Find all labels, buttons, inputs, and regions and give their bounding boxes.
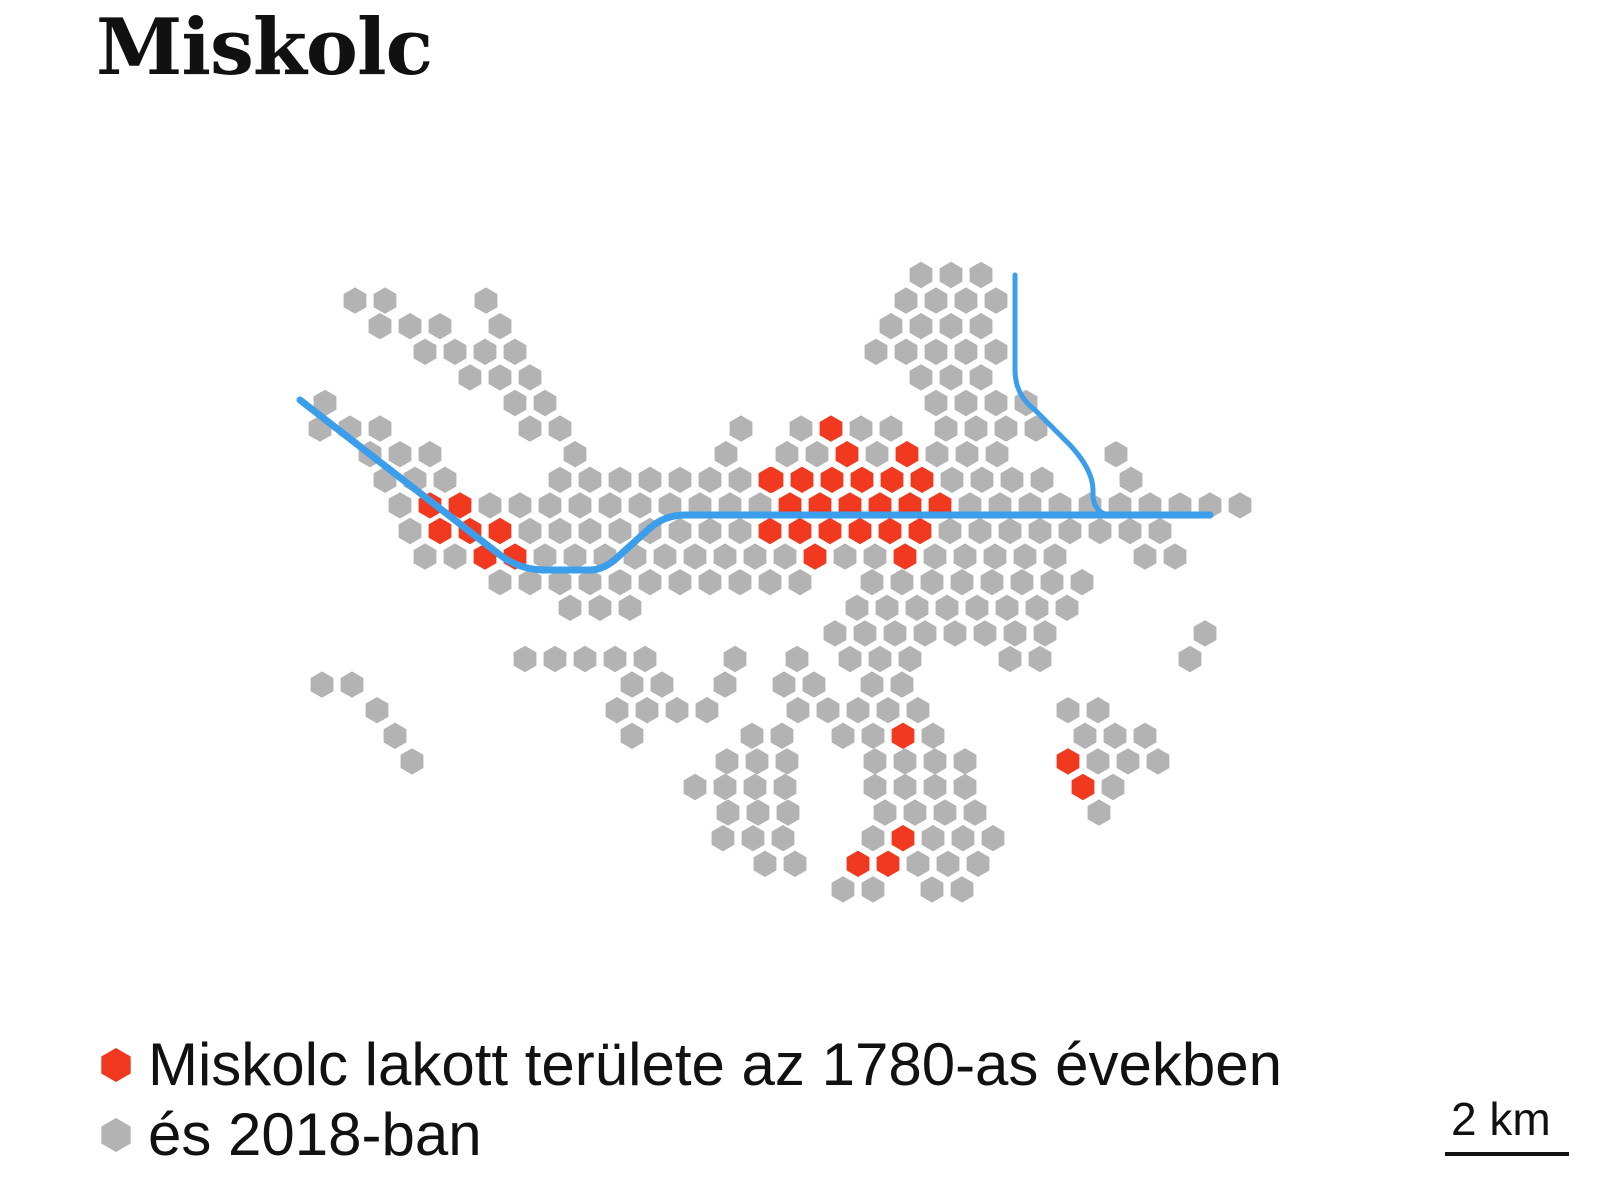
built-area-hexagon bbox=[1104, 723, 1127, 749]
built-area-hexagon bbox=[880, 313, 903, 339]
built-area-hexagon bbox=[389, 441, 412, 467]
built-area-hexagon bbox=[839, 646, 862, 672]
built-area-hexagon bbox=[967, 851, 990, 877]
built-area-hexagon bbox=[910, 364, 933, 390]
built-area-hexagon bbox=[1087, 697, 1110, 723]
built-area-hexagon bbox=[489, 569, 512, 595]
built-area-hexagon bbox=[714, 774, 737, 800]
built-area-hexagon bbox=[864, 543, 887, 569]
built-area-hexagon bbox=[1149, 518, 1172, 544]
built-area-hexagon bbox=[369, 313, 392, 339]
built-area-hexagon bbox=[964, 799, 987, 825]
built-area-hexagon bbox=[666, 697, 689, 723]
built-area-hexagon bbox=[941, 467, 964, 493]
built-area-hexagon bbox=[955, 339, 978, 365]
built-area-hexagon bbox=[569, 492, 592, 518]
built-area-hexagon bbox=[1011, 569, 1034, 595]
built-area-hexagon bbox=[971, 467, 994, 493]
built-area-hexagon bbox=[970, 262, 993, 288]
built-area-hexagon bbox=[534, 543, 557, 569]
built-area-hexagon bbox=[489, 313, 512, 339]
scale-line bbox=[1445, 1152, 1569, 1156]
built-area-hexagon bbox=[599, 492, 622, 518]
built-area-hexagon bbox=[1014, 543, 1037, 569]
built-area-hexagon bbox=[747, 799, 770, 825]
built-area-hexagon bbox=[1088, 799, 1111, 825]
built-area-hexagon bbox=[944, 620, 967, 646]
built-area-hexagon bbox=[877, 697, 900, 723]
built-area-hexagon bbox=[790, 415, 813, 441]
historic-area-hexagon bbox=[791, 467, 814, 493]
built-area-hexagon bbox=[621, 671, 644, 697]
built-area-hexagon bbox=[955, 390, 978, 416]
built-area-hexagon bbox=[850, 415, 873, 441]
built-area-hexagon bbox=[986, 441, 1009, 467]
historic-area-hexagon bbox=[896, 441, 919, 467]
built-area-hexagon bbox=[954, 774, 977, 800]
built-area-hexagon bbox=[894, 774, 917, 800]
built-area-hexagon bbox=[444, 339, 467, 365]
built-area-hexagon bbox=[754, 851, 777, 877]
built-area-hexagon bbox=[434, 467, 457, 493]
built-area-hexagon bbox=[1105, 441, 1128, 467]
historic-area-hexagon bbox=[789, 518, 812, 544]
built-area-hexagon bbox=[921, 569, 944, 595]
built-area-hexagon bbox=[384, 723, 407, 749]
built-area-hexagon bbox=[609, 569, 632, 595]
built-area-hexagon bbox=[621, 723, 644, 749]
built-area-hexagon bbox=[907, 851, 930, 877]
historic-area-hexagon bbox=[819, 518, 842, 544]
built-area-hexagon bbox=[772, 825, 795, 851]
built-area-hexagon bbox=[924, 774, 947, 800]
built-area-hexagon bbox=[776, 441, 799, 467]
legend-label-modern: és 2018-ban bbox=[148, 1101, 482, 1168]
built-area-hexagon bbox=[954, 748, 977, 774]
built-area-hexagon bbox=[969, 518, 992, 544]
built-area-hexagon bbox=[907, 697, 930, 723]
built-area-hexagon bbox=[952, 825, 975, 851]
built-area-hexagon bbox=[414, 543, 437, 569]
built-area-hexagon bbox=[936, 595, 959, 621]
built-area-hexagon bbox=[366, 697, 389, 723]
built-area-hexagon bbox=[1229, 492, 1252, 518]
built-area-hexagon bbox=[696, 697, 719, 723]
historic-area-hexagon bbox=[879, 518, 902, 544]
built-area-hexagon bbox=[862, 876, 885, 902]
built-area-hexagon bbox=[876, 595, 899, 621]
built-area-hexagon bbox=[414, 339, 437, 365]
built-area-hexagon bbox=[1001, 467, 1024, 493]
built-area-hexagon bbox=[866, 441, 889, 467]
built-area-hexagon bbox=[1089, 518, 1112, 544]
built-area-hexagon bbox=[729, 518, 752, 544]
built-area-hexagon bbox=[999, 646, 1022, 672]
built-area-hexagon bbox=[864, 748, 887, 774]
built-area-hexagon bbox=[777, 799, 800, 825]
built-area-hexagon bbox=[924, 748, 947, 774]
historic-area-hexagon bbox=[911, 467, 934, 493]
built-area-hexagon bbox=[784, 851, 807, 877]
built-area-hexagon bbox=[910, 262, 933, 288]
built-area-hexagon bbox=[374, 287, 397, 313]
built-area-hexagon bbox=[504, 390, 527, 416]
built-area-hexagon bbox=[544, 646, 567, 672]
built-area-hexagon bbox=[869, 646, 892, 672]
built-area-hexagon bbox=[474, 339, 497, 365]
historic-area-hexagon bbox=[804, 543, 827, 569]
built-area-hexagon bbox=[634, 646, 657, 672]
historic-area-hexagon bbox=[877, 851, 900, 877]
historic-area-hexagon bbox=[1072, 774, 1095, 800]
built-area-hexagon bbox=[519, 415, 542, 441]
built-area-hexagon bbox=[629, 492, 652, 518]
built-area-hexagon bbox=[861, 569, 884, 595]
historic-area-hexagon bbox=[851, 467, 874, 493]
built-area-hexagon bbox=[956, 441, 979, 467]
historic-area-hexagon bbox=[894, 543, 917, 569]
built-area-hexagon bbox=[564, 543, 587, 569]
built-area-hexagon bbox=[1041, 569, 1064, 595]
built-area-hexagon bbox=[846, 595, 869, 621]
built-area-hexagon bbox=[730, 415, 753, 441]
built-area-hexagon bbox=[951, 876, 974, 902]
built-area-hexagon bbox=[776, 748, 799, 774]
built-area-hexagon bbox=[880, 415, 903, 441]
built-area-hexagon bbox=[970, 364, 993, 390]
built-area-hexagon bbox=[895, 287, 918, 313]
built-area-hexagon bbox=[834, 543, 857, 569]
built-area-hexagon bbox=[906, 595, 929, 621]
built-area-hexagon bbox=[937, 851, 960, 877]
built-area-hexagon bbox=[894, 748, 917, 774]
legend-label-historic: Miskolc lakott területe az 1780-as években bbox=[148, 1031, 1282, 1098]
built-area-hexagon bbox=[940, 364, 963, 390]
built-area-hexagon bbox=[996, 595, 1019, 621]
built-area-hexagon bbox=[806, 441, 829, 467]
built-area-hexagon bbox=[1179, 646, 1202, 672]
built-area-hexagon bbox=[1004, 620, 1027, 646]
built-area-hexagon bbox=[744, 774, 767, 800]
built-area-hexagon bbox=[974, 620, 997, 646]
built-area-hexagon bbox=[921, 876, 944, 902]
built-area-hexagon bbox=[999, 518, 1022, 544]
built-area-hexagon bbox=[729, 569, 752, 595]
built-area-hexagon bbox=[724, 646, 747, 672]
built-area-hexagon bbox=[965, 415, 988, 441]
built-area-hexagon bbox=[699, 518, 722, 544]
built-area-hexagon bbox=[854, 620, 877, 646]
built-area-hexagon bbox=[1134, 543, 1157, 569]
built-area-hexagon bbox=[344, 287, 367, 313]
built-area-hexagon bbox=[899, 646, 922, 672]
built-area-hexagon bbox=[925, 390, 948, 416]
historic-area-hexagon bbox=[881, 467, 904, 493]
built-area-hexagon bbox=[995, 415, 1018, 441]
built-area-hexagon bbox=[970, 313, 993, 339]
built-area-hexagon bbox=[589, 595, 612, 621]
built-area-hexagon bbox=[579, 467, 602, 493]
built-area-hexagon bbox=[1057, 697, 1080, 723]
built-area-hexagon bbox=[939, 518, 962, 544]
built-area-hexagon bbox=[786, 646, 809, 672]
built-area-hexagon bbox=[639, 569, 662, 595]
scale-label: 2 km bbox=[1451, 1093, 1551, 1145]
built-area-hexagon bbox=[475, 287, 498, 313]
built-area-hexagon bbox=[636, 697, 659, 723]
built-area-hexagon bbox=[654, 543, 677, 569]
built-area-hexagon bbox=[1119, 518, 1142, 544]
built-area-hexagon bbox=[712, 825, 735, 851]
built-area-hexagon bbox=[1087, 748, 1110, 774]
historic-area-hexagon bbox=[847, 851, 870, 877]
built-area-hexagon bbox=[985, 287, 1008, 313]
built-area-hexagon bbox=[904, 799, 927, 825]
built-area-hexagon bbox=[1147, 748, 1170, 774]
built-area-hexagon bbox=[1134, 723, 1157, 749]
built-area-hexagon bbox=[716, 748, 739, 774]
built-area-hexagon bbox=[1164, 543, 1187, 569]
built-area-hexagon bbox=[741, 723, 764, 749]
built-area-hexagon bbox=[862, 825, 885, 851]
built-area-hexagon bbox=[1071, 569, 1094, 595]
built-area-hexagon bbox=[1044, 543, 1067, 569]
built-area-hexagon bbox=[955, 287, 978, 313]
historic-area-hexagon bbox=[821, 467, 844, 493]
built-area-hexagon bbox=[609, 518, 632, 544]
built-area-hexagon bbox=[714, 543, 737, 569]
built-area-hexagon bbox=[714, 671, 737, 697]
built-area-hexagon bbox=[369, 415, 392, 441]
built-area-hexagon bbox=[861, 671, 884, 697]
built-area-hexagon bbox=[1102, 774, 1125, 800]
built-area-hexagon bbox=[787, 697, 810, 723]
historic-area-hexagon bbox=[759, 518, 782, 544]
built-area-hexagon bbox=[539, 492, 562, 518]
built-area-hexagon bbox=[934, 799, 957, 825]
built-area-hexagon bbox=[715, 441, 738, 467]
built-area-hexagon bbox=[1120, 467, 1143, 493]
built-area-hexagon bbox=[884, 620, 907, 646]
built-area-hexagon bbox=[699, 467, 722, 493]
built-area-hexagon bbox=[940, 313, 963, 339]
red-hexagon-icon bbox=[98, 1047, 134, 1083]
built-area-hexagon bbox=[429, 313, 452, 339]
built-area-hexagon bbox=[459, 364, 482, 390]
built-area-hexagon bbox=[401, 748, 424, 774]
built-area-hexagon bbox=[606, 697, 629, 723]
built-area-hexagon bbox=[564, 441, 587, 467]
built-area-hexagon bbox=[399, 518, 422, 544]
built-area-hexagon bbox=[549, 467, 572, 493]
built-area-hexagon bbox=[746, 748, 769, 774]
built-area-hexagon bbox=[803, 671, 826, 697]
built-area-hexagon bbox=[1194, 620, 1217, 646]
built-area-hexagon bbox=[924, 543, 947, 569]
built-area-hexagon bbox=[1074, 723, 1097, 749]
historic-area-hexagon bbox=[849, 518, 872, 544]
historic-area-hexagon bbox=[836, 441, 859, 467]
historic-area-hexagon bbox=[429, 518, 452, 544]
built-area-hexagon bbox=[940, 262, 963, 288]
built-area-hexagon bbox=[574, 646, 597, 672]
built-area-hexagon bbox=[479, 492, 502, 518]
hexagon-layer bbox=[309, 262, 1252, 903]
built-area-hexagon bbox=[922, 723, 945, 749]
built-area-hexagon bbox=[891, 569, 914, 595]
gray-hexagon-icon bbox=[98, 1117, 134, 1153]
built-area-hexagon bbox=[891, 671, 914, 697]
built-area-hexagon bbox=[914, 620, 937, 646]
built-area-hexagon bbox=[669, 569, 692, 595]
built-area-hexagon bbox=[773, 671, 796, 697]
built-area-hexagon bbox=[341, 671, 364, 697]
built-area-hexagon bbox=[669, 518, 692, 544]
built-area-hexagon bbox=[981, 569, 1004, 595]
built-area-hexagon bbox=[534, 390, 557, 416]
built-area-hexagon bbox=[549, 415, 572, 441]
built-area-hexagon bbox=[832, 876, 855, 902]
historic-area-hexagon bbox=[892, 825, 915, 851]
built-area-hexagon bbox=[954, 543, 977, 569]
built-area-hexagon bbox=[311, 671, 334, 697]
built-area-hexagon bbox=[1029, 646, 1052, 672]
historic-area-hexagon bbox=[1057, 748, 1080, 774]
built-area-hexagon bbox=[874, 799, 897, 825]
historic-area-hexagon bbox=[909, 518, 932, 544]
built-area-hexagon bbox=[514, 646, 537, 672]
built-area-hexagon bbox=[1056, 595, 1079, 621]
built-area-hexagon bbox=[910, 313, 933, 339]
built-area-hexagon bbox=[865, 339, 888, 365]
built-area-hexagon bbox=[579, 518, 602, 544]
built-area-hexagon bbox=[742, 825, 765, 851]
built-area-hexagon bbox=[951, 569, 974, 595]
built-area-hexagon bbox=[847, 697, 870, 723]
built-area-hexagon bbox=[1059, 518, 1082, 544]
built-area-hexagon bbox=[982, 825, 1005, 851]
built-area-hexagon bbox=[985, 390, 1008, 416]
built-area-hexagon bbox=[985, 339, 1008, 365]
built-area-hexagon bbox=[789, 569, 812, 595]
built-area-hexagon bbox=[925, 339, 948, 365]
built-area-hexagon bbox=[444, 543, 467, 569]
historic-area-hexagon bbox=[892, 723, 915, 749]
built-area-hexagon bbox=[744, 543, 767, 569]
built-area-hexagon bbox=[669, 467, 692, 493]
built-area-hexagon bbox=[1117, 748, 1140, 774]
built-area-hexagon bbox=[717, 799, 740, 825]
built-area-hexagon bbox=[817, 697, 840, 723]
built-area-hexagon bbox=[389, 492, 412, 518]
map-title: Miskolc bbox=[96, 2, 433, 93]
built-area-hexagon bbox=[509, 492, 532, 518]
built-area-hexagon bbox=[864, 774, 887, 800]
historic-area-hexagon bbox=[489, 518, 512, 544]
built-area-hexagon bbox=[774, 543, 797, 569]
built-area-hexagon bbox=[684, 543, 707, 569]
built-area-hexagon bbox=[549, 518, 572, 544]
built-area-hexagon bbox=[1031, 467, 1054, 493]
built-area-hexagon bbox=[684, 774, 707, 800]
built-area-hexagon bbox=[609, 467, 632, 493]
built-area-hexagon bbox=[862, 723, 885, 749]
built-area-hexagon bbox=[639, 467, 662, 493]
built-area-hexagon bbox=[771, 723, 794, 749]
historic-area-hexagon bbox=[820, 415, 843, 441]
built-area-hexagon bbox=[651, 671, 674, 697]
built-area-hexagon bbox=[559, 595, 582, 621]
built-area-hexagon bbox=[1029, 518, 1052, 544]
built-area-hexagon bbox=[489, 364, 512, 390]
built-area-hexagon bbox=[759, 569, 782, 595]
built-area-hexagon bbox=[699, 569, 722, 595]
built-area-hexagon bbox=[774, 774, 797, 800]
built-area-hexagon bbox=[935, 415, 958, 441]
built-area-hexagon bbox=[519, 518, 542, 544]
built-area-hexagon bbox=[925, 287, 948, 313]
built-area-hexagon bbox=[1026, 595, 1049, 621]
built-area-hexagon bbox=[1034, 620, 1057, 646]
built-area-hexagon bbox=[519, 364, 542, 390]
built-area-hexagon bbox=[926, 441, 949, 467]
built-area-hexagon bbox=[966, 595, 989, 621]
built-area-hexagon bbox=[604, 646, 627, 672]
built-area-hexagon bbox=[824, 620, 847, 646]
built-area-hexagon bbox=[619, 595, 642, 621]
built-area-hexagon bbox=[984, 543, 1007, 569]
built-area-hexagon bbox=[832, 723, 855, 749]
built-area-hexagon bbox=[729, 467, 752, 493]
built-area-hexagon bbox=[895, 339, 918, 365]
built-area-hexagon bbox=[504, 339, 527, 365]
built-area-hexagon bbox=[922, 825, 945, 851]
built-area-hexagon bbox=[419, 441, 442, 467]
built-area-hexagon bbox=[399, 313, 422, 339]
